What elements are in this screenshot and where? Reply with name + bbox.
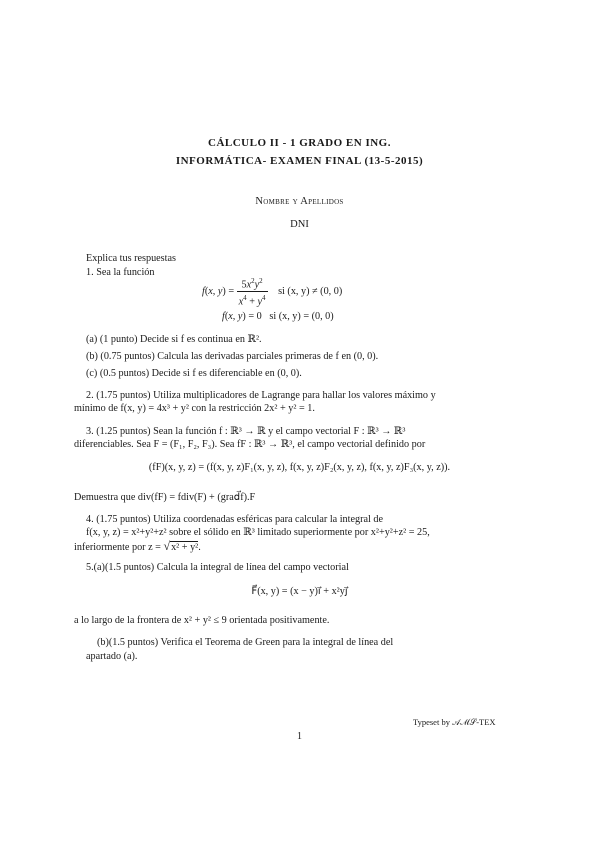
exam-title-line-2: INFORMÁTICA- EXAMEN FINAL (13-5-2015) — [175, 155, 424, 167]
q1-case-1-condition: si (x, y) ≠ (0, 0) — [278, 286, 343, 298]
q4-sqrt-radicand: x² + y² — [171, 542, 199, 553]
q4-line-1: 4. (1.75 puntos) Utiliza coordenadas esféricas para calcular la integral de — [86, 514, 384, 525]
q1-case-2-condition: si (x, y) = (0, 0) — [269, 311, 334, 322]
typeset-credit: Typeset by 𝒜ℳ𝒮-TEX — [413, 717, 496, 727]
q4-line-2: f(x, y, z) = x²+y²+z² sobre el sólido en ℝ³ limitado superiormente por x²+y²+z² = 25, — [86, 527, 430, 538]
q3-statement: Demuestra que div(fF) = fdiv(F) + (grad⃗f).F — [74, 492, 256, 503]
q1-fraction: $\frac{5x^2y^2}{x^4 + y^4}$ — [238, 277, 266, 308]
q1-part-a: (a) (1 punto) Decide si f es continua en ℝ². — [86, 334, 262, 345]
q1-definition-case-1: f(x, y) = $\frac{5x^2y^2}{x^4 + y^4}$ si (x, y) ≠ (0, 0) — [202, 277, 343, 308]
q3-formula: (fF)(x, y, z) = (f(x, y, z)F₁(x, y, z), f(x, y, z)F₂(x, y, z), f(x, y, z)F₃(x, y, z)). — [148, 462, 451, 473]
q5-part-b-line-2: apartado (a). — [86, 651, 138, 662]
name-label: Nombre y Apellidos — [255, 196, 344, 207]
q1-definition-case-2: f(x, y) = 0 si (x, y) = (0, 0) — [222, 311, 334, 322]
q3-line-2: diferenciables. Sea F = (F₁, F₂, F₃). Sea fF : ℝ³ → ℝ³, el campo vectorial definido por — [74, 439, 426, 450]
q5-vector-field: F⃗(x, y) = (x − y)i⃗ + x²yj⃗ — [251, 586, 348, 597]
q2-line-1: 2. (1.75 puntos) Utiliza multiplicadores de Lagrange para hallar los valores máximo y — [86, 390, 436, 401]
q1-part-c: (c) (0.5 puntos) Decide si f es diferenciable en (0, 0). — [86, 368, 302, 379]
q4-line-3: inferiormente por z = √x² + y². — [74, 539, 201, 553]
q3-line-1: 3. (1.25 puntos) Sean la función f : ℝ³ → ℝ y el campo vectorial F : ℝ³ → ℝ³ — [86, 426, 406, 437]
q5-part-a-rest: a lo largo de la frontera de x² + y² ≤ 9 orientada positivamente. — [74, 615, 330, 626]
q2-line-2: mínimo de f(x, y) = 4x³ + y² con la restricción 2x² + y² = 1. — [74, 403, 315, 414]
q1-part-b: (b) (0.75 puntos) Calcula las derivadas parciales primeras de f en (0, 0). — [86, 351, 379, 362]
q5-part-a-lead: 5.(a)(1.5 puntos) Calcula la integral de línea del campo vectorial — [86, 562, 349, 573]
q5-part-b-line-1: (b)(1.5 puntos) Verifica el Teorema de Green para la integral de línea del — [97, 637, 394, 648]
q4-lower-bound-text: inferiormente por z = — [74, 542, 164, 553]
dni-label: DNI — [290, 219, 309, 230]
instructions: Explica tus respuestas — [86, 253, 176, 264]
q1-lead: 1. Sea la función — [86, 267, 155, 278]
page-number: 1 — [297, 731, 302, 742]
q4-period: . — [198, 542, 201, 553]
exam-title-line-1: CÁLCULO II - 1 GRADO EN ING. — [208, 137, 391, 149]
